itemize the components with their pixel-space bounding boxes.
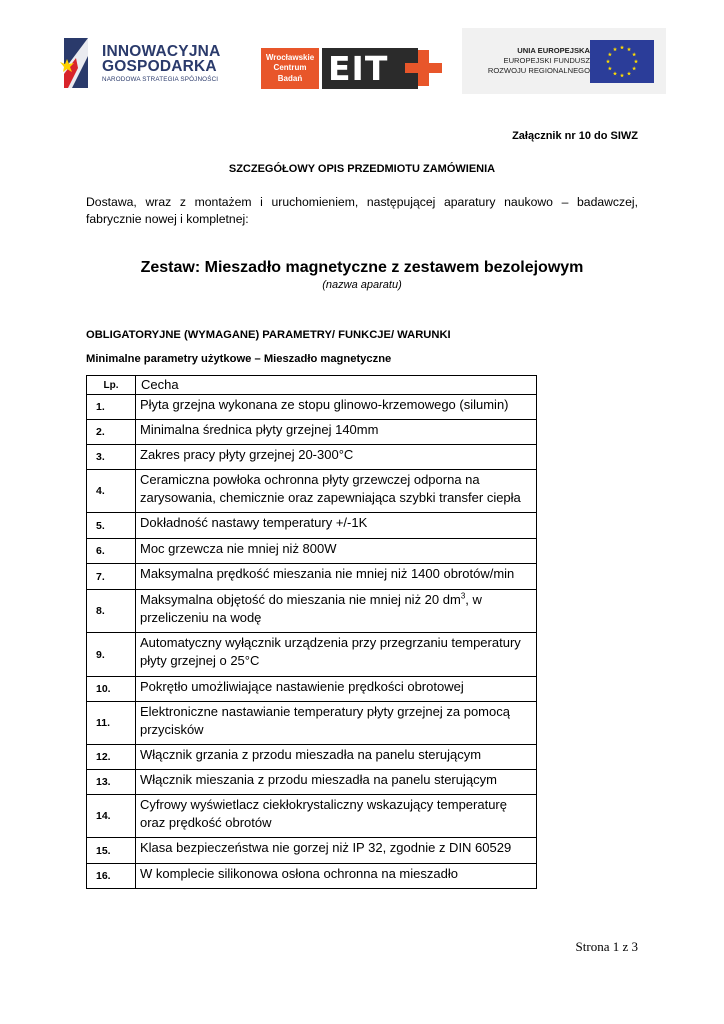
row-number: 14. [87,795,136,838]
table-row [87,745,537,770]
eit-plus-logo [322,48,442,89]
innowacyjna-gospodarka-logo [58,34,238,92]
header-feature: Cecha [136,376,537,395]
logo-ig-line1: INNOWACYJNA [102,43,221,60]
eu-star-icon [608,52,612,56]
row-feature: Zakres pracy płyty grzejnej 20-300°C [136,445,537,470]
logo-wcb-line3: Badań [277,73,303,83]
row-feature: Minimalna średnica płyty grzejnej 140mm [136,420,537,445]
table-row [87,420,537,445]
logo-wcb-line2: Centrum [273,63,307,73]
subsection-heading: Minimalne parametry użytkowe – Mieszadło magnetyczne [86,353,392,365]
row-number: 12. [87,745,136,770]
row-feature: Cyfrowy wyświetlacz ciekłokrystaliczny wskazujący temperaturę oraz prędkość obrotów [136,795,537,838]
eu-stars-icon [590,40,654,83]
eu-star-icon [613,47,617,51]
table-row [87,864,537,889]
row-feature: W komplecie silikonowa osłona ochronna na mieszadło [136,864,537,889]
unia-europejska-text [470,46,590,76]
row-number: 7. [87,564,136,590]
table-row [87,470,537,513]
table-row [87,564,537,590]
table-row [87,590,537,633]
logo-ue-line2: EUROPEJSKI FUNDUSZ [503,56,590,65]
parameters-table [86,375,537,889]
row-feature [136,590,537,633]
eu-star-icon [608,66,612,70]
row-number: 11. [87,702,136,745]
row-feature: Włącznik mieszania z przodu mieszadła na panelu sterującym [136,770,537,795]
superscript-exponent: 3 [460,591,466,601]
page-number: Strona 1 z 3 [575,939,638,954]
annex-label: Załącznik nr 10 do SIWZ [512,130,638,142]
row-feature-text: Maksymalna objętość do mieszania nie mniej niż 20 dm [140,592,461,607]
eu-star-icon [620,73,624,77]
row-number: 5. [87,513,136,539]
row-feature: Płyta grzejna wykonana ze stopu glinowo-krzemowego (silumin) [136,395,537,420]
row-number: 13. [87,770,136,795]
row-feature-text-cont: , w przeliczeniu na wodę [140,592,482,625]
row-number: 3. [87,445,136,470]
row-number: 9. [87,633,136,677]
table-row [87,702,537,745]
table-header-row [87,376,537,395]
logo-ue-line1: UNIA EUROPEJSKA [517,46,590,55]
table-row [87,445,537,470]
row-feature: Dokładność nastawy temperatury +/-1K [136,513,537,539]
logo-ue-line3: ROZWOJU REGIONALNEGO [487,66,590,75]
row-number: 1. [87,395,136,420]
row-number: 16. [87,864,136,889]
innowacyjna-gospodarka-text [102,44,220,83]
table-row [87,633,537,677]
table-row [87,395,537,420]
unia-europejska-logo [462,28,666,94]
plus-icon-vertical [418,50,429,86]
main-title: Zestaw: Mieszadło magnetyczne z zestawem bezolejowym [140,259,584,276]
eu-star-icon [613,71,617,75]
eu-star-icon [634,59,638,63]
header-lp: Lp. [87,376,136,395]
table-row [87,513,537,539]
intro-paragraph: Dostawa, wraz z montażem i uruchomieniem, następującej aparatury naukowo – badawczej, fabrycznie nowej i kompletnej: [86,195,638,226]
eit-logo-text: EIT [328,49,389,88]
eu-flag-icon [590,40,654,83]
logo-wcb-line1: Wrocławskie [265,52,315,62]
row-number: 4. [87,470,136,513]
row-number: 8. [87,590,136,633]
device-name-note: (nazwa aparatu) [322,279,402,291]
row-feature: Klasa bezpieczeństwa nie gorzej niż IP 32, zgodnie z DIN 60529 [136,838,537,864]
row-feature: Maksymalna prędkość mieszania nie mniej niż 1400 obrotów/min [136,564,537,590]
table-row [87,539,537,564]
table-row [87,795,537,838]
section-heading: OBLIGATORYJNE (WYMAGANE) PARAMETRY/ FUNKCJE/ WARUNKI [86,329,451,341]
eu-star-icon [606,59,610,63]
row-feature: Automatyczny wyłącznik urządzenia przy przegrzaniu temperatury płyty grzejnej o 25°C [136,633,537,677]
eu-star-icon [632,66,636,70]
logo-ig-line3: NARODOWA STRATEGIA SPÓJNOŚCI [102,76,219,83]
table-row [87,838,537,864]
row-number: 15. [87,838,136,864]
table-row [87,770,537,795]
logo-ig-line2: GOSPODARKA [102,58,217,75]
eu-star-icon [627,71,631,75]
row-number: 10. [87,677,136,702]
row-feature: Ceramiczna powłoka ochronna płyty grzewczej odporna na zarysowania, chemicznie oraz zapewniająca szybki transfer ciepła [136,470,537,513]
row-feature: Włącznik grzania z przodu mieszadła na panelu sterującym [136,745,537,770]
innowacyjna-gospodarka-emblem-icon [58,34,94,92]
row-feature: Pokrętło umożliwiające nastawienie prędkości obrotowej [136,677,537,702]
eu-star-icon [627,47,631,51]
eu-star-icon [632,52,636,56]
row-feature: Elektroniczne nastawianie temperatury płyty grzejnej za pomocą przycisków [136,702,537,745]
row-number: 2. [87,420,136,445]
row-number: 6. [87,539,136,564]
specification-title: SZCZEGÓŁOWY OPIS PRZEDMIOTU ZAMÓWIENIA [228,163,496,175]
table-row [87,677,537,702]
wroclawskie-centrum-badan-logo [261,48,319,89]
eu-star-icon [620,45,624,49]
row-feature: Moc grzewcza nie mniej niż 800W [136,539,537,564]
